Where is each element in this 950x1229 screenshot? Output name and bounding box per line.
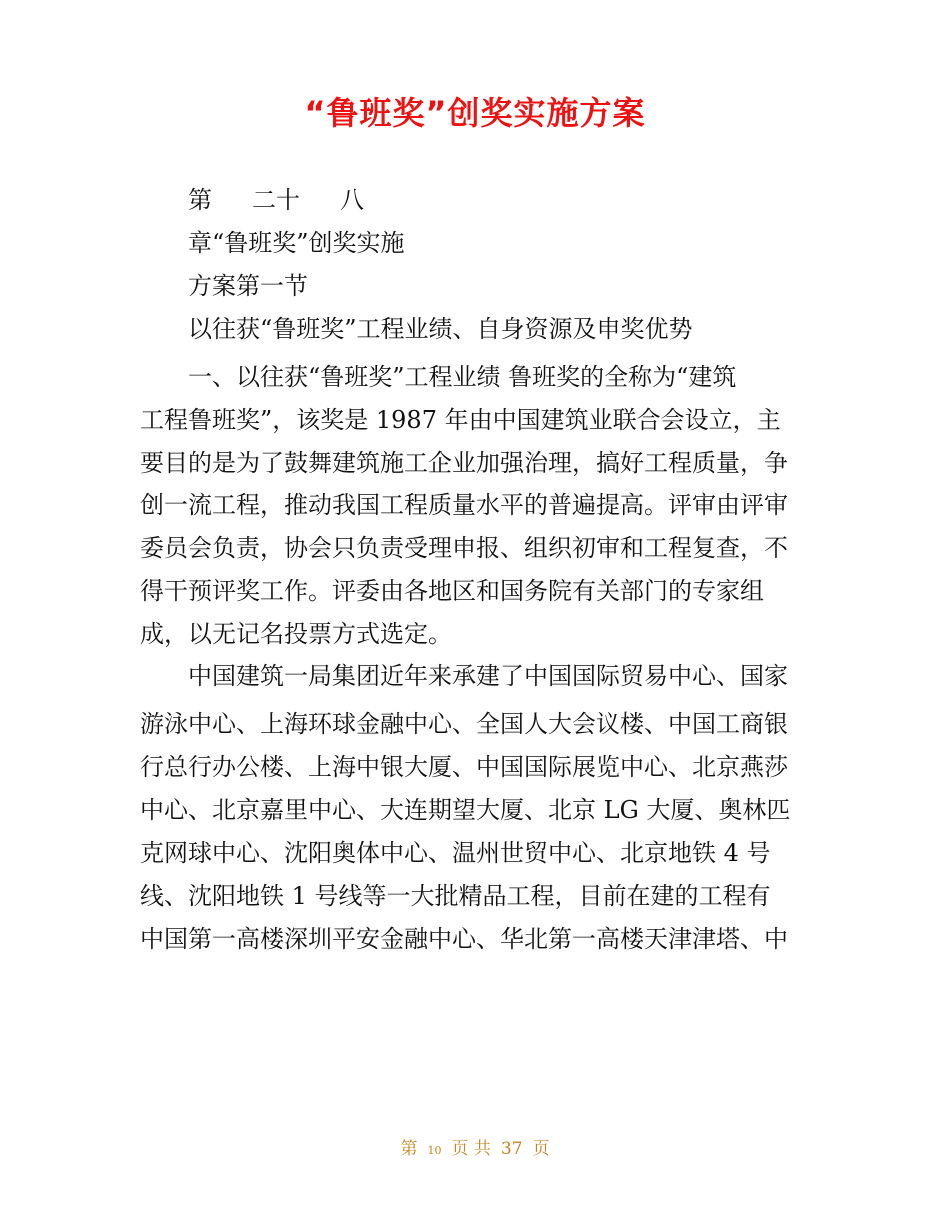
footer-prefix: 第 (400, 1139, 418, 1159)
section-title-line: 以往获“鲁班奖”工程业绩、自身资源及申奖优势 (188, 315, 693, 343)
paragraph2-line: 中心、北京嘉里中心、大连期望大厦、北京 LG 大厦、奥林匹 (140, 796, 791, 824)
page-footer (0, 1134, 950, 1159)
chapter-word-3: 八 (340, 186, 364, 214)
paragraph2-line: 线、沈阳地铁 1 号线等一大批精品工程，目前在建的工程有 (140, 882, 771, 910)
chapter-word-2: 二十 (252, 186, 300, 214)
document-title: “鲁班奖”创奖实施方案 (304, 94, 646, 132)
paragraph2-line: 行总行办公楼、上海中银大厦、中国国际展览中心、北京燕莎 (140, 753, 788, 781)
chapter-title-line: 章“鲁班奖”创奖实施 (188, 229, 405, 257)
chapter-line (188, 185, 364, 215)
paragraph1-line: 成，以无记名投票方式选定。 (140, 620, 452, 648)
paragraph1-line: 一、以往获“鲁班奖”工程业绩 鲁班奖的全称为“建筑 (188, 363, 737, 391)
section-line: 方案第一节 (188, 272, 308, 300)
paragraph1-line: 工程鲁班奖”，该奖是 1987 年由中国建筑业联合会设立，主 (140, 406, 781, 434)
footer-middle: 页 共 (451, 1139, 491, 1159)
paragraph1-line: 得干预评奖工作。评委由各地区和国务院有关部门的专家组 (140, 577, 764, 605)
footer-suffix: 页 (532, 1139, 550, 1159)
paragraph1-line: 创一流工程，推动我国工程质量水平的普遍提高。评审由评审 (140, 491, 788, 519)
paragraph1-line: 委员会负责，协会只负责受理申报、组织初审和工程复查，不 (140, 534, 788, 562)
paragraph2-line: 中国第一高楼深圳平安金融中心、华北第一高楼天津津塔、中 (140, 925, 788, 953)
paragraph2-line: 游泳中心、上海环球金融中心、全国人大会议楼、中国工商银 (140, 710, 788, 738)
paragraph2-line: 中国建筑一局集团近年来承建了中国国际贸易中心、国家 (188, 662, 788, 690)
current-page-number: 10 (427, 1144, 442, 1157)
total-page-count: 37 (500, 1139, 523, 1159)
paragraph1-line: 要目的是为了鼓舞建筑施工企业加强治理，搞好工程质量，争 (140, 449, 788, 477)
paragraph2-line: 克网球中心、沈阳奥体中心、温州世贸中心、北京地铁 4 号 (140, 839, 771, 867)
chapter-word-1: 第 (188, 186, 212, 214)
